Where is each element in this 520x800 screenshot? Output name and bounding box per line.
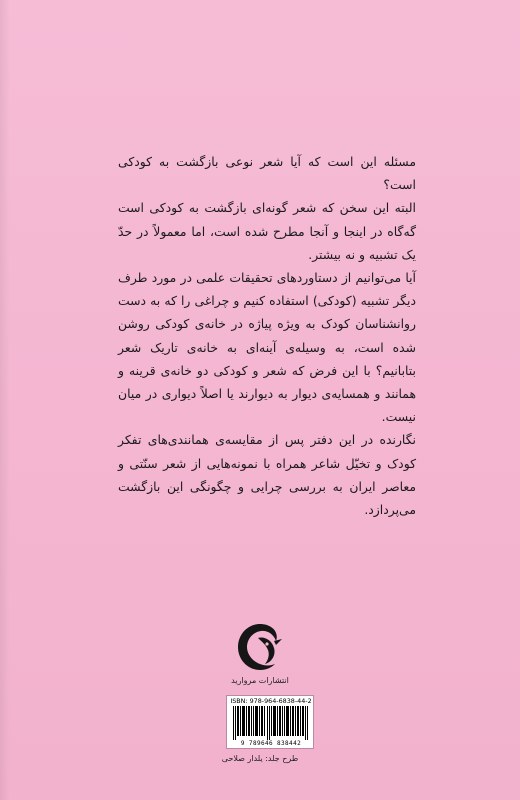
blurb-paragraph-4: نگارنده در این دفتر پس از مقایسه‌ی همانندی‌های تفکر کودک و تخیّل شاعر همراه با نمونه‌هایی از شعر سنّتی و معاصر ایران به بررسی چرایی و چگونگی این بازگشت می‌پردازد. — [118, 432, 416, 518]
blurb-text — [118, 150, 416, 521]
barcode-bars — [233, 706, 309, 740]
blurb-paragraph-2: البته این سخن که شعر گونه‌ای بازگشت به کودکی است گه‌گاه در اینجا و آنجا مطرح شده است، اما معمولاً در حدّ یک تشبیه و نه بیشتر. — [118, 200, 416, 262]
blurb-paragraph-1: مسئله این است که آیا شعر نوعی بازگشت به کودکی است؟ — [118, 154, 416, 193]
barcode-label — [226, 695, 314, 749]
blurb-paragraph-3: آیا می‌توانیم از دستاوردهای تحقیقات علمی در مورد طرف دیگر تشبیه (کودکی) استفاده کنیم و چراغی را که به دست روانشناسان کودک به ویژه پیاژه در خانه‌ی کودکی روشن شده است، به وسیله‌ی آینه‌ای به خانه‌ی تاریک شعر بتابانیم؟ با این فرض که شعر و کودکی دو خانه‌ی قرینه و همانند و همسایه‌ی دیوار به دیوارند یا اصلاً دیواری در میان نیست. — [118, 270, 416, 425]
spine-shadow — [0, 0, 10, 800]
isbn-text: ISBN: 978-964-6838-44-2 — [230, 697, 312, 705]
barcode-digits: 9 789646 838442 — [240, 740, 302, 747]
publisher-name: انتشارات مروارید — [231, 676, 289, 685]
bird-logo-icon — [230, 620, 290, 676]
cover-design-credit: طرح جلد: یلدا‌ر صلاحی — [221, 754, 299, 763]
